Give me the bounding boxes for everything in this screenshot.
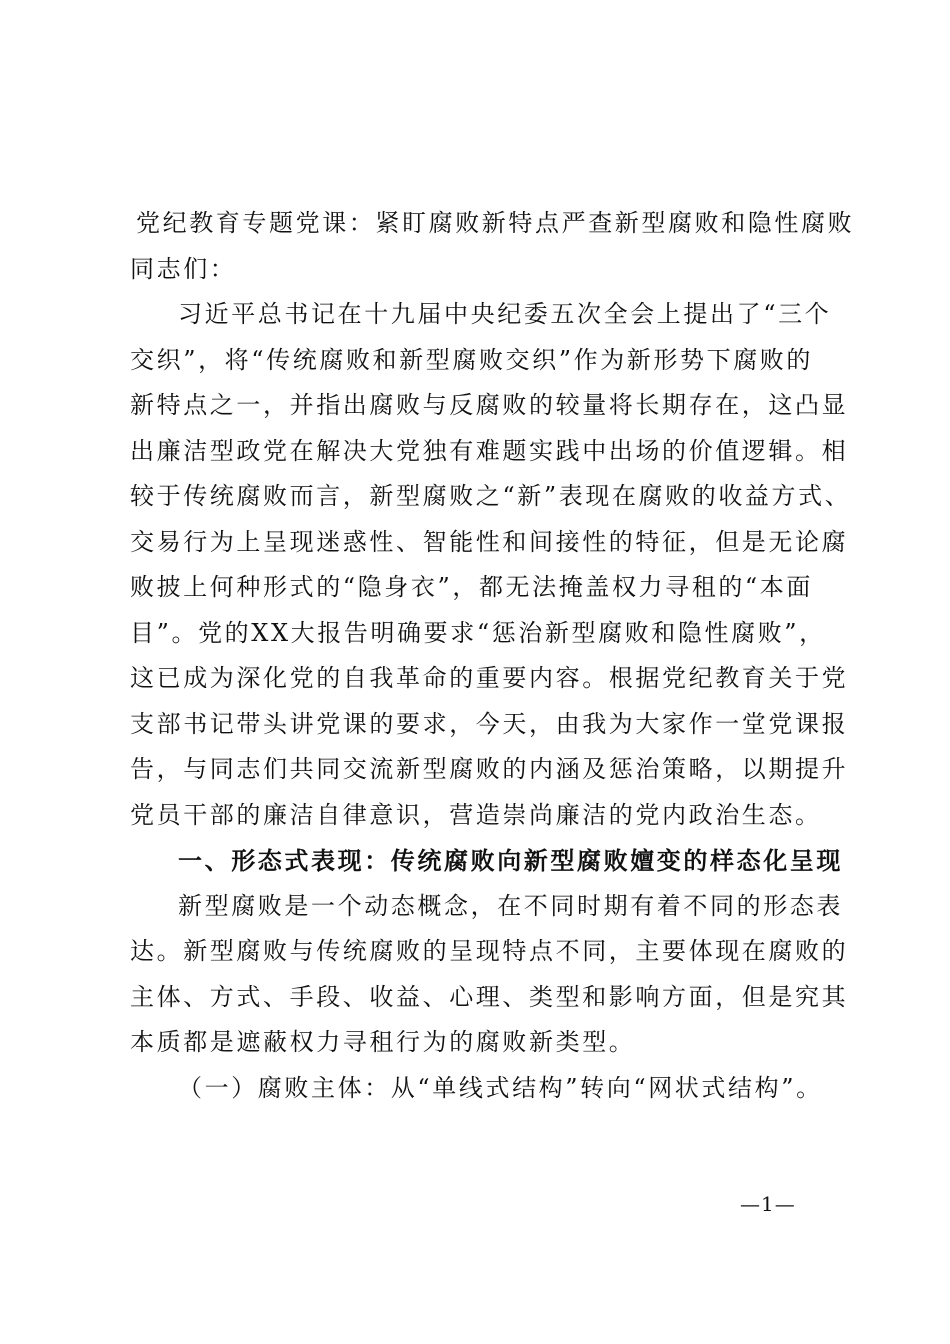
paragraph-section-one [130,884,849,1066]
paragraph-line: 交易行为上呈现迷惑性、智能性和间接性的特征，但是无论腐 [130,527,849,556]
paragraph-line: 达。新型腐败与传统腐败的呈现特点不同，主要体现在腐败的 [130,937,849,965]
paragraph-line: 新型腐败是一个动态概念，在不同时期有着不同的形态表 [178,891,843,920]
paragraph-line: 目”。党的XX大报告明确要求“惩治新型腐败和隐性腐败”， [130,618,826,647]
paragraph-line: 支部书记带头讲党课的要求，今天，由我为大家作一堂党课报 [130,709,849,738]
document-body [130,201,855,1111]
paragraph-line: 较于传统腐败而言，新型腐败之“新”表现在腐败的收益方式、 [130,482,852,510]
paragraph-line: 交织”，将“传统腐败和新型腐败交织”作为新形势下腐败的 [130,345,814,374]
section-heading: 一、形态式表现：传统腐败向新型腐败嬗变的样态化呈现 [178,846,843,875]
paragraph-line: 新特点之一，并指出腐败与反腐败的较量将长期存在，这凸显 [130,391,849,419]
document-title: 党纪教育专题党课：紧盯腐败新特点严查新型腐败和隐性腐败 [136,209,855,237]
paragraph-line: 本质都是遮蔽权力寻租行为的腐败新类型。 [130,1028,636,1056]
subsection-heading: （一）腐败主体：从“单线式结构”转向“网状式结构”。 [178,1073,823,1102]
paragraph-intro [130,292,852,838]
paragraph-line: 败披上何种形式的“隐身衣”，都无法掩盖权力寻租的“本面 [130,573,814,601]
page-number: —1— [740,1192,796,1216]
paragraph-line: 党员干部的廉洁自律意识，营造崇尚廉洁的党内政治生态。 [130,800,822,829]
paragraph-line: 告，与同志们共同交流新型腐败的内涵及惩治策略，以期提升 [130,755,849,783]
paragraph-line: 习近平总书记在十九届中央纪委五次全会上提出了“三个 [178,300,832,328]
paragraph-line: 出廉洁型政党在解决大党独有难题实践中出场的价值逻辑。相 [130,436,849,465]
paragraph-line: 这已成为深化党的自我革命的重要内容。根据党纪教育关于党 [130,664,849,692]
paragraph-line: 主体、方式、手段、收益、心理、类型和影响方面，但是究其 [130,982,849,1011]
salutation: 同志们： [130,254,237,283]
